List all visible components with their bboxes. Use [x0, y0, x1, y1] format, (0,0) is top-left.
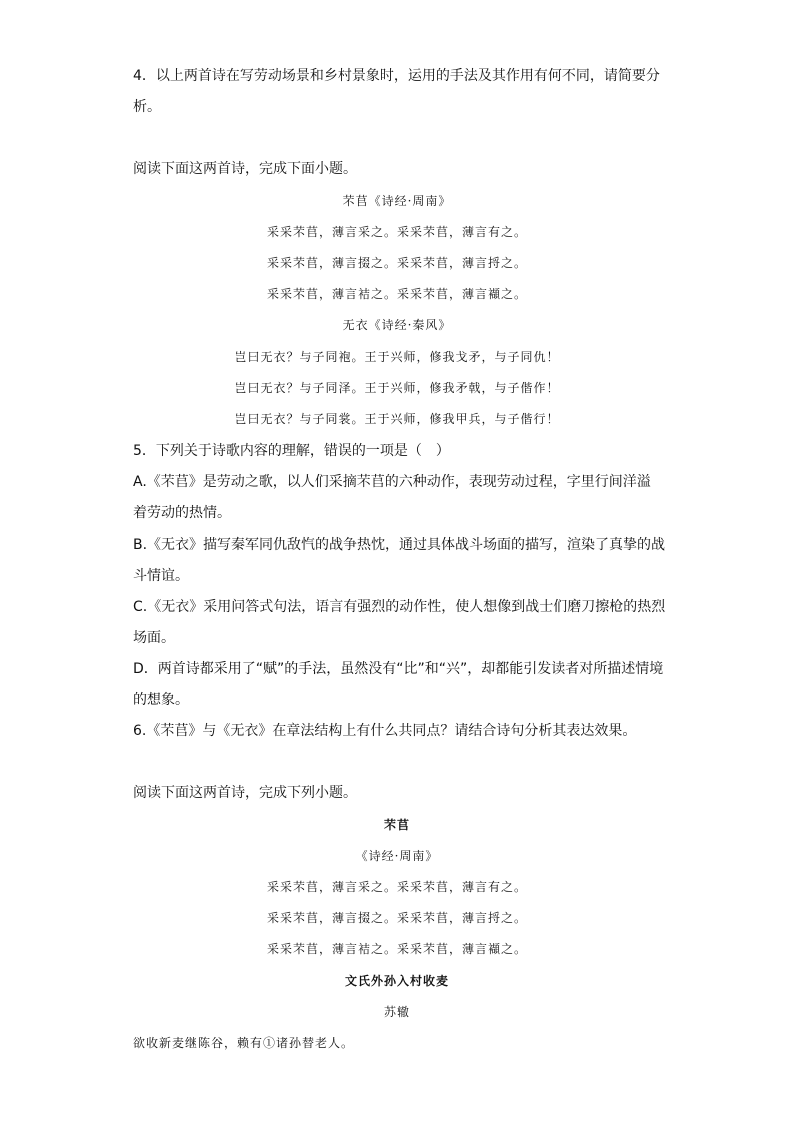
q5-option-b-line-2: 斗情谊。 [133, 568, 189, 584]
poem-author: 苏辙 [383, 1005, 410, 1019]
poem-line: 岂曰无衣？与子同裳。王于兴师，修我甲兵，与子偕行！ [234, 412, 560, 426]
poem-title-wuyi: 无衣《诗经·秦风》 [342, 318, 452, 332]
q4-line-2: 析。 [133, 99, 161, 115]
q4-line-1: 4．以上两首诗在写劳动场景和乡村景象时，运用的手法及其作用有何不同，请简要分 [133, 68, 660, 84]
section3-intro: 阅读下面这两首诗，完成下列小题。 [133, 785, 357, 801]
poem-line: 采采芣苢，薄言掇之。采采芣苢，薄言捋之。 [266, 911, 527, 925]
poem-title-wenshi: 文氏外孙入村收麦 [344, 974, 449, 988]
q5-option-d-line-2: 的想象。 [133, 692, 189, 708]
q5-option-a-line-1: A.《芣苢》是劳动之歌，以人们采摘芣苢的六种动作，表现劳动过程，字里行间洋溢 [133, 474, 651, 490]
q5-option-d-line-1: D．两首诗都采用了“赋”的手法，虽然没有“比”和“兴”，却都能引发读者对所描述情境 [133, 661, 664, 677]
poem-title-fuyi: 芣苢《诗经·周南》 [342, 194, 452, 208]
poem-line: 采采芣苢，薄言袺之。采采芣苢，薄言襭之。 [266, 287, 527, 301]
q5-option-c-line-1: C.《无衣》采用问答式句法，语言有强烈的动作性，使人想像到战士们磨刀擦枪的热烈 [133, 599, 666, 615]
poem-line: 采采芣苢，薄言采之。采采芣苢，薄言有之。 [266, 225, 527, 239]
poem-line: 岂曰无衣？与子同泽。王于兴师，修我矛戟，与子偕作！ [234, 381, 560, 395]
q6-stem: 6.《芣苢》与《无衣》在章法结构上有什么共同点？请结合诗句分析其表达效果。 [133, 723, 637, 739]
q5-option-b-line-1: B.《无衣》描写秦军同仇敌忾的战争热忱，通过具体战斗场面的描写，渲染了真挚的战 [133, 537, 666, 553]
poem-source: 《诗经·周南》 [355, 849, 439, 863]
q5-option-a-line-2: 着劳动的热情。 [133, 505, 231, 521]
q5-stem: 5．下列关于诗歌内容的理解，错误的一项是（ ） [133, 443, 450, 459]
poem-line: 欲收新麦继陈谷，赖有①诸孙替老人。 [133, 1036, 355, 1050]
section2-intro: 阅读下面这两首诗，完成下面小题。 [133, 161, 357, 177]
poem-line: 采采芣苢，薄言掇之。采采芣苢，薄言捋之。 [266, 256, 527, 270]
q5-option-c-line-2: 场面。 [133, 630, 175, 646]
poem-line: 岂曰无衣？与子同袍。王于兴师，修我戈矛，与子同仇！ [234, 350, 560, 364]
poem-line: 采采芣苢，薄言袺之。采采芣苢，薄言襭之。 [266, 942, 527, 956]
poem-title-fuyi-2: 芣苢 [383, 818, 410, 832]
poem-line: 采采芣苢，薄言采之。采采芣苢，薄言有之。 [266, 880, 527, 894]
